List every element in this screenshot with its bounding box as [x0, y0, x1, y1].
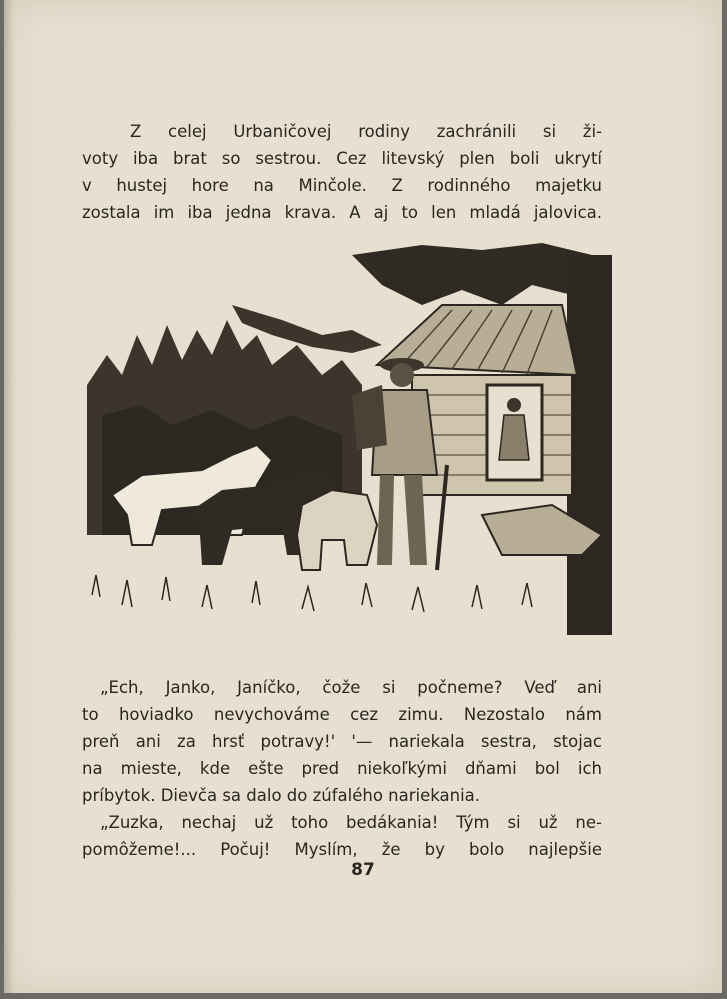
page-number: 87 — [351, 860, 375, 880]
text-line: v hustej hore na Minčole. Z rodinného majetku — [82, 176, 602, 195]
text-line: zostala im iba jedna krava. A aj to len mladá jalovica. — [82, 203, 602, 222]
text-line: to hoviadko nevychováme cez zimu. Nezostalo nám — [82, 705, 602, 724]
text-line: „Ech, Janko, Janíčko, čože si počneme? Veď ani — [100, 678, 602, 697]
text-line: na mieste, kde ešte pred niekoľkými dňami bol ich — [82, 759, 602, 778]
text-line: preň ani za hrsť potravy!' '— nariekala sestra, stojac — [82, 732, 602, 751]
text-line: voty iba brat so sestrou. Cez litevský plen boli ukrytí — [82, 149, 602, 168]
text-line: príbytok. Dievča sa dalo do zúfalého nariekania. — [82, 786, 481, 805]
page-spine-shadow — [4, 0, 14, 993]
woodcut-illustration — [82, 235, 622, 655]
book-page — [4, 0, 722, 993]
paragraph-bottom — [82, 674, 602, 863]
paragraph-top — [82, 118, 602, 226]
text-line: pomôžeme!... Počuj! Myslím, že by bolo najlepšie — [82, 840, 602, 859]
text-line: Z celej Urbaničovej rodiny zachránili si ži- — [130, 122, 602, 141]
text-line: „Zuzka, nechaj už toho bedákania! Tým si už ne- — [100, 813, 602, 832]
